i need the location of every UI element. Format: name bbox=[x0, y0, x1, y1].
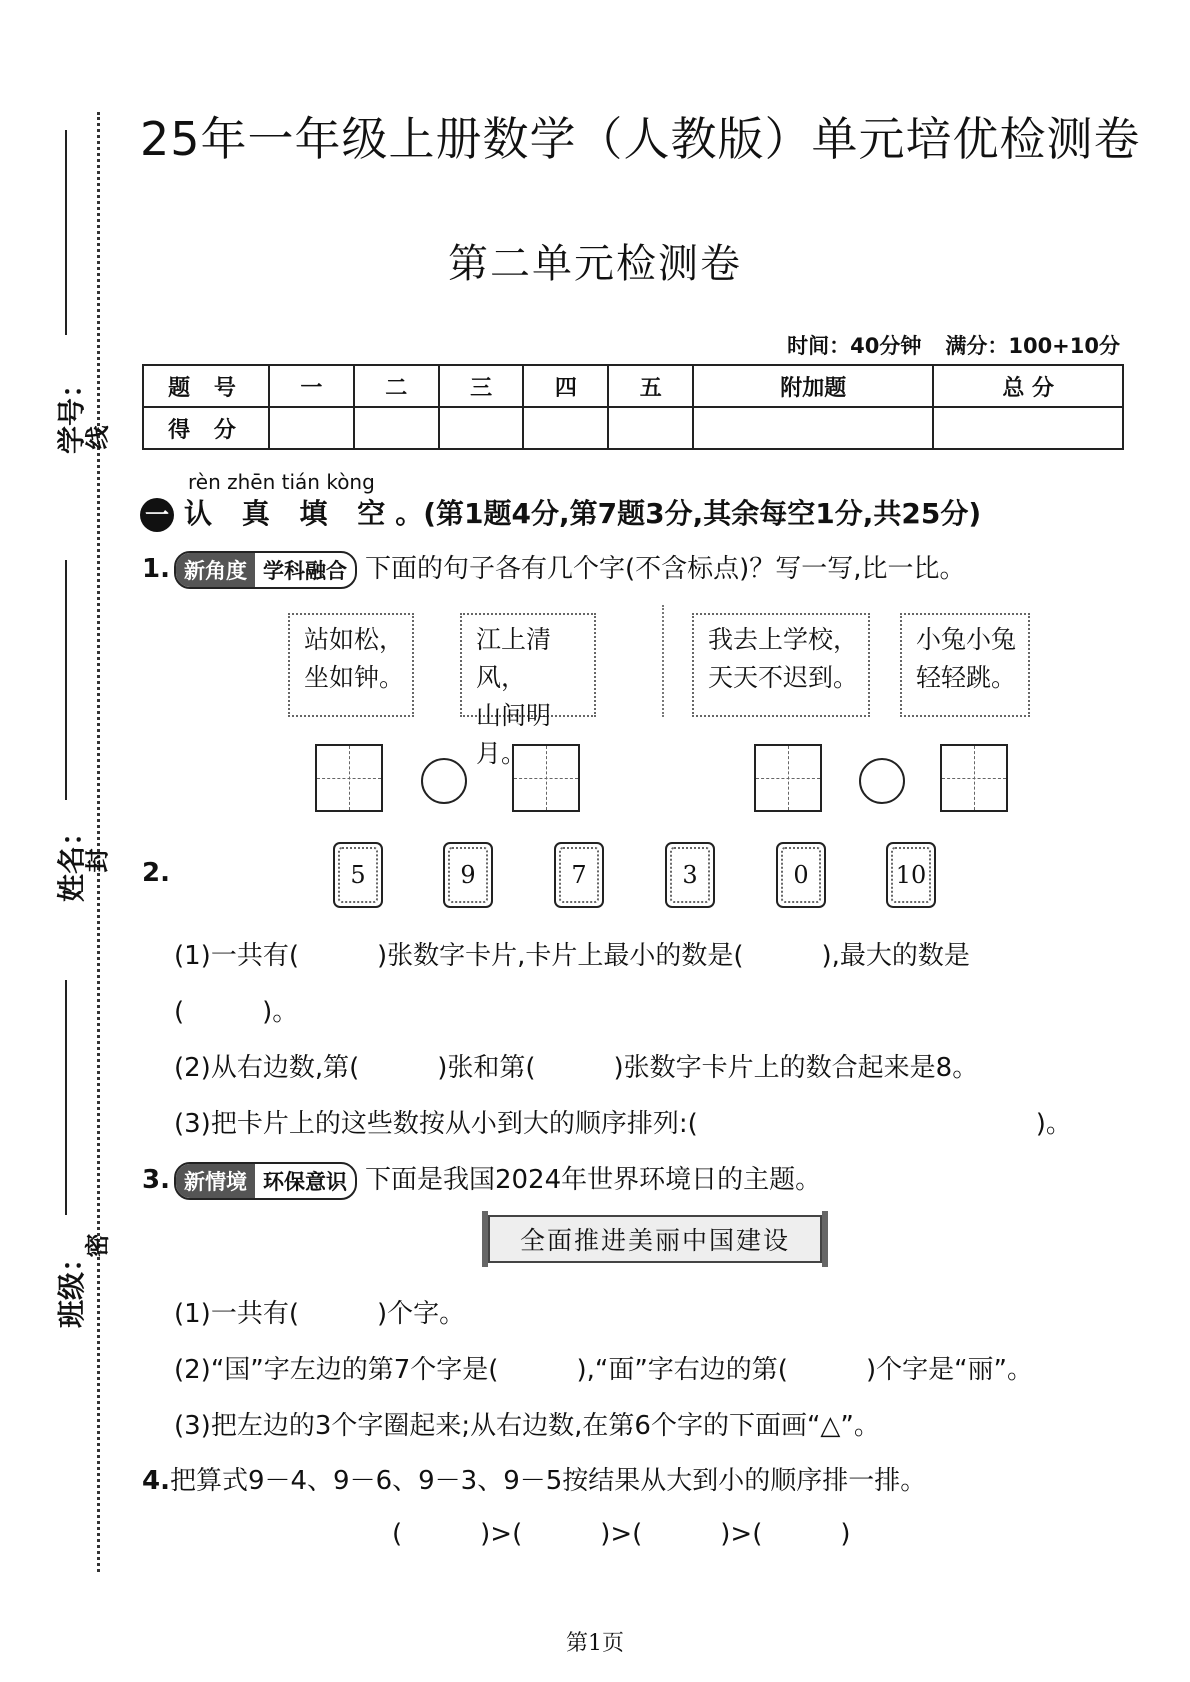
class-line bbox=[65, 980, 67, 1215]
number-card bbox=[776, 842, 826, 908]
q2-part1-continued: ( )。 bbox=[174, 997, 299, 1027]
time-limit: 时间：40分钟 bbox=[787, 334, 922, 358]
q4-answer-blanks[interactable]: ( )>( )>( )>( ) bbox=[392, 1519, 851, 1549]
section-number-badge: 一 bbox=[140, 498, 174, 532]
cut-label-xian: 线 bbox=[83, 425, 112, 450]
class-label: 班级： bbox=[55, 1243, 89, 1329]
answer-grid-box[interactable] bbox=[315, 744, 383, 812]
cut-label-feng: 封 bbox=[83, 848, 112, 873]
number-card bbox=[333, 842, 383, 908]
question-4 bbox=[142, 1460, 926, 1497]
sentence-card bbox=[900, 613, 1030, 717]
score-header-cell: 附加题 bbox=[693, 365, 933, 407]
number-card bbox=[443, 842, 493, 908]
sentence-line: 站如松， bbox=[304, 625, 405, 654]
score-row-label: 得 分 bbox=[143, 407, 269, 449]
question-tag bbox=[174, 551, 357, 589]
question-text: 下面的句子各有几个字(不含标点)？写一写,比一比。 bbox=[364, 554, 966, 584]
score-header-cell: 四 bbox=[523, 365, 608, 407]
score-cell[interactable] bbox=[439, 407, 524, 449]
tag-label-a: 新角度 bbox=[176, 553, 255, 587]
sentence-line: 江上清风， bbox=[476, 625, 552, 692]
number-card-value: 10 bbox=[891, 847, 931, 903]
section-pinyin: rèn zhēn tián kòng bbox=[188, 470, 375, 494]
answer-grid-box[interactable] bbox=[940, 744, 1008, 812]
number-card-value: 3 bbox=[670, 847, 710, 903]
question-1 bbox=[142, 548, 966, 589]
answer-grid-box[interactable] bbox=[754, 744, 822, 812]
compare-circle[interactable] bbox=[421, 758, 467, 804]
score-header-cell: 总 分 bbox=[933, 365, 1123, 407]
score-cell[interactable] bbox=[693, 407, 933, 449]
question-number: 4. bbox=[142, 1466, 170, 1496]
tag-label-b: 环保意识 bbox=[262, 1169, 347, 1194]
section-note: 。(第1题4分,第7题3分,其余每空1分,共25分) bbox=[395, 497, 982, 530]
name-label: 姓名： bbox=[55, 817, 89, 903]
page-number: 第1页 bbox=[566, 1631, 624, 1656]
sentence-line: 天天不迟到。 bbox=[708, 663, 859, 692]
name-line bbox=[65, 560, 67, 800]
number-card bbox=[665, 842, 715, 908]
number-card bbox=[554, 842, 604, 908]
sentence-card bbox=[288, 613, 414, 717]
question-text: 把算式9－4、9－6、9－3、9－5按结果从大到小的顺序排一排。 bbox=[169, 1466, 927, 1496]
q3-part1: (1)一共有( )个字。 bbox=[174, 1299, 466, 1329]
theme-banner: 全面推进美丽中国建设 bbox=[488, 1215, 822, 1263]
number-card-value: 5 bbox=[338, 847, 378, 903]
binding-dotted-line bbox=[97, 112, 100, 1572]
question-3 bbox=[142, 1159, 821, 1200]
sentence-card bbox=[460, 613, 596, 768]
sentence-line: 小兔小兔 bbox=[916, 625, 1017, 654]
q2-part2: (2)从右边数,第( )张和第( )张数字卡片上的数合起来是8。 bbox=[174, 1053, 979, 1083]
compare-circle[interactable] bbox=[859, 758, 905, 804]
score-header-cell: 二 bbox=[354, 365, 439, 407]
sentence-card bbox=[692, 613, 870, 717]
page-title: 25年一年级上册数学（人教版）单元培优检测卷 bbox=[140, 112, 1141, 166]
sentence-line: 轻轻跳。 bbox=[916, 663, 1017, 692]
page-subtitle: 第二单元检测卷 bbox=[448, 241, 742, 287]
score-header-cell: 五 bbox=[608, 365, 693, 407]
score-cell[interactable] bbox=[354, 407, 439, 449]
section-title: 认 真 填 空 bbox=[184, 497, 396, 530]
cut-label-mi: 密 bbox=[83, 1233, 112, 1258]
score-cell[interactable] bbox=[523, 407, 608, 449]
answer-grid-box[interactable] bbox=[512, 744, 580, 812]
score-cell[interactable] bbox=[933, 407, 1123, 449]
sentence-line: 我去上学校， bbox=[708, 625, 859, 654]
q2-part3: (3)把卡片上的这些数按从小到大的顺序排列:( )。 bbox=[174, 1109, 1072, 1139]
question-number: 1. bbox=[142, 554, 170, 584]
question-tag bbox=[174, 1162, 357, 1200]
student-id-label: 学号： bbox=[55, 369, 89, 455]
sentence-line: 山间明月。 bbox=[476, 701, 552, 768]
tag-label-a: 新情境 bbox=[176, 1164, 255, 1198]
score-header-cell: 题 号 bbox=[143, 365, 269, 407]
score-cell[interactable] bbox=[608, 407, 693, 449]
number-card-value: 7 bbox=[559, 847, 599, 903]
tag-label-b: 学科融合 bbox=[262, 558, 347, 583]
score-header-cell: 一 bbox=[269, 365, 354, 407]
number-card-value: 0 bbox=[781, 847, 821, 903]
score-table bbox=[142, 364, 1124, 450]
score-header-cell: 三 bbox=[439, 365, 524, 407]
score-cell[interactable] bbox=[269, 407, 354, 449]
score-table-header-row bbox=[143, 365, 1123, 407]
sentence-line: 坐如钟。 bbox=[304, 663, 405, 692]
number-card bbox=[886, 842, 936, 908]
section-heading bbox=[140, 492, 981, 532]
time-info bbox=[763, 330, 1120, 360]
score-table-score-row bbox=[143, 407, 1123, 449]
q3-part3: (3)把左边的3个字圈起来;从右边数,在第6个字的下面画“△”。 bbox=[174, 1411, 880, 1441]
question-text: 下面是我国2024年世界环境日的主题。 bbox=[364, 1165, 822, 1195]
full-score: 满分：100+10分 bbox=[945, 334, 1120, 358]
q3-part2: (2)“国”字左边的第7个字是( ),“面”字右边的第( )个字是“丽”。 bbox=[174, 1355, 1034, 1385]
card-divider bbox=[662, 605, 664, 717]
question-number: 2. bbox=[142, 858, 170, 888]
q2-part1: (1)一共有( )张数字卡片,卡片上最小的数是( ),最大的数是 bbox=[174, 941, 970, 971]
number-card-value: 9 bbox=[448, 847, 488, 903]
question-number: 3. bbox=[142, 1165, 170, 1195]
